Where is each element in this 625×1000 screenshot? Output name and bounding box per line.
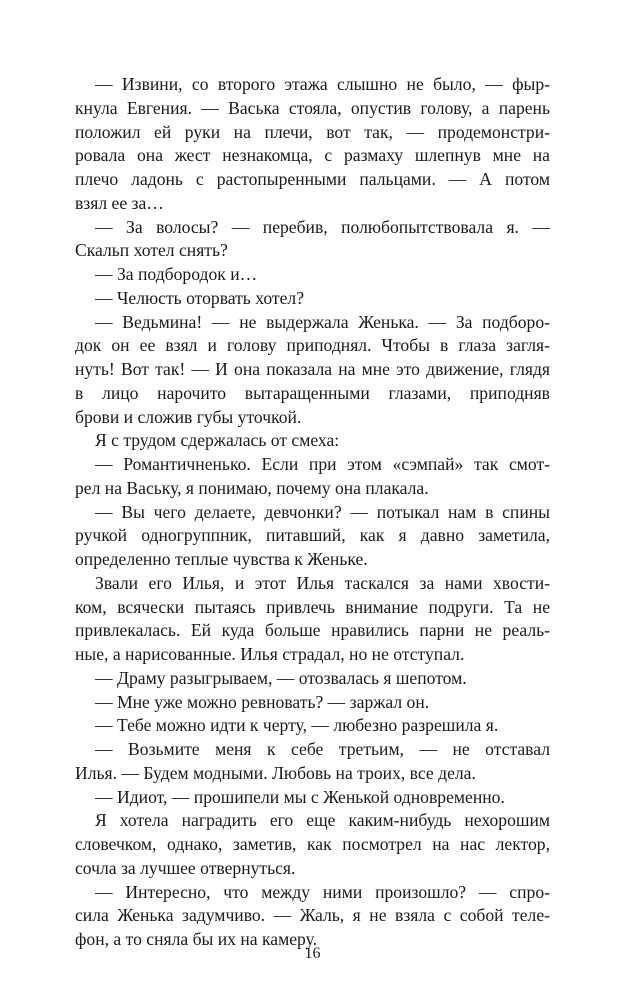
text-line: — Драму разыгрываем, — отозвалась я шепотом. (95, 667, 467, 688)
text-line: — Возьмите меня к себе третьим, — не отставал (95, 739, 550, 759)
text-line: плечо ладонь с растопыренными пальцами. — А потом (75, 169, 550, 189)
text-line: привлекалась. Ей куда больше нравились парни не реаль- (75, 620, 550, 641)
text-line: словечком, однако, заметив, как посмотрел на нас лектор, (75, 834, 550, 854)
text-line: определенно теплые чувства к Женьке. (75, 549, 368, 569)
text-line: брови и сложив губы уточкой. (75, 406, 302, 427)
text-line: Звали его Илья, и этот Илья таскался за нами хвости- (95, 572, 550, 593)
text-line: фон, а то сняла бы их на камеру. (75, 929, 318, 949)
text-line: взял ее за… (75, 192, 164, 213)
text-line: док он ее взял и голову приподнял. Чтобы в глаза загля- (75, 335, 550, 356)
text-line: — Романтичненько. Если при этом «сэмпай» так смот- (95, 454, 550, 474)
text-line: рел на Ваську, я понимаю, почему она плакала. (75, 477, 429, 498)
text-line: — Челюсть оторвать хотел? (95, 287, 305, 308)
text-line: в лицо нарочито вытаращенными глазами, приподняв (75, 382, 550, 403)
text-line: — Идиот, — прошипели мы с Женькой одновременно. (95, 786, 505, 807)
text-line: — Мне уже можно ревновать? — заржал он. (95, 691, 430, 712)
text-line: — Тебе можно идти к черту, — любезно разрешила я. (95, 715, 499, 736)
text-line: — Вы чего делаете, девчонки? — потыкал нам в спины (95, 501, 550, 522)
text-line: кнула Евгения. — Васька стояла, опустив голову, а парень (75, 97, 550, 118)
text-line: — За волосы? — перебив, полюбопытствовала я. — (95, 216, 550, 237)
text-line: положил ей руки на плечи, вот так, — продемонстри- (75, 121, 550, 142)
text-line: Я с трудом сдержалась от смеха: (95, 430, 340, 451)
text-line: ком, всячески пытаясь привлечь внимание подруги. Та не (75, 596, 550, 617)
text-line: — Извини, со второго этажа слышно не было, — фыр- (95, 74, 550, 94)
text-line: ручкой одногруппник, питавший, как я давно заметила, (75, 525, 550, 546)
text-line: Скальп хотел снять? (75, 240, 228, 261)
text-line: — Интересно, что между ними произошло? — спро- (95, 881, 550, 902)
text-line: нуть! Вот так! — И она показала на мне это движение, глядя (75, 359, 550, 379)
text-line: сочла за лучшее отвернуться. (75, 857, 296, 878)
text-line: ровала она жест незнакомца, с размаху шлепнув мне на (75, 145, 550, 166)
text-line: — За подбородок и… (95, 264, 258, 284)
text-line: — Ведьмина! — не выдержала Женька. — За подборо- (95, 311, 550, 332)
text-line: Илья. — Будем модными. Любовь на троих, все дела. (75, 762, 476, 783)
text-line: ные, а нарисованные. Илья страдал, но не отступал. (75, 644, 465, 664)
text-line: Я хотела наградить его еще каким-нибудь нехорошим (95, 810, 550, 831)
page-number: 16 (304, 945, 321, 962)
text-line: сила Женька задумчиво. — Жаль, я не взяла с собой теле- (75, 905, 550, 926)
text-body (75, 73, 550, 952)
